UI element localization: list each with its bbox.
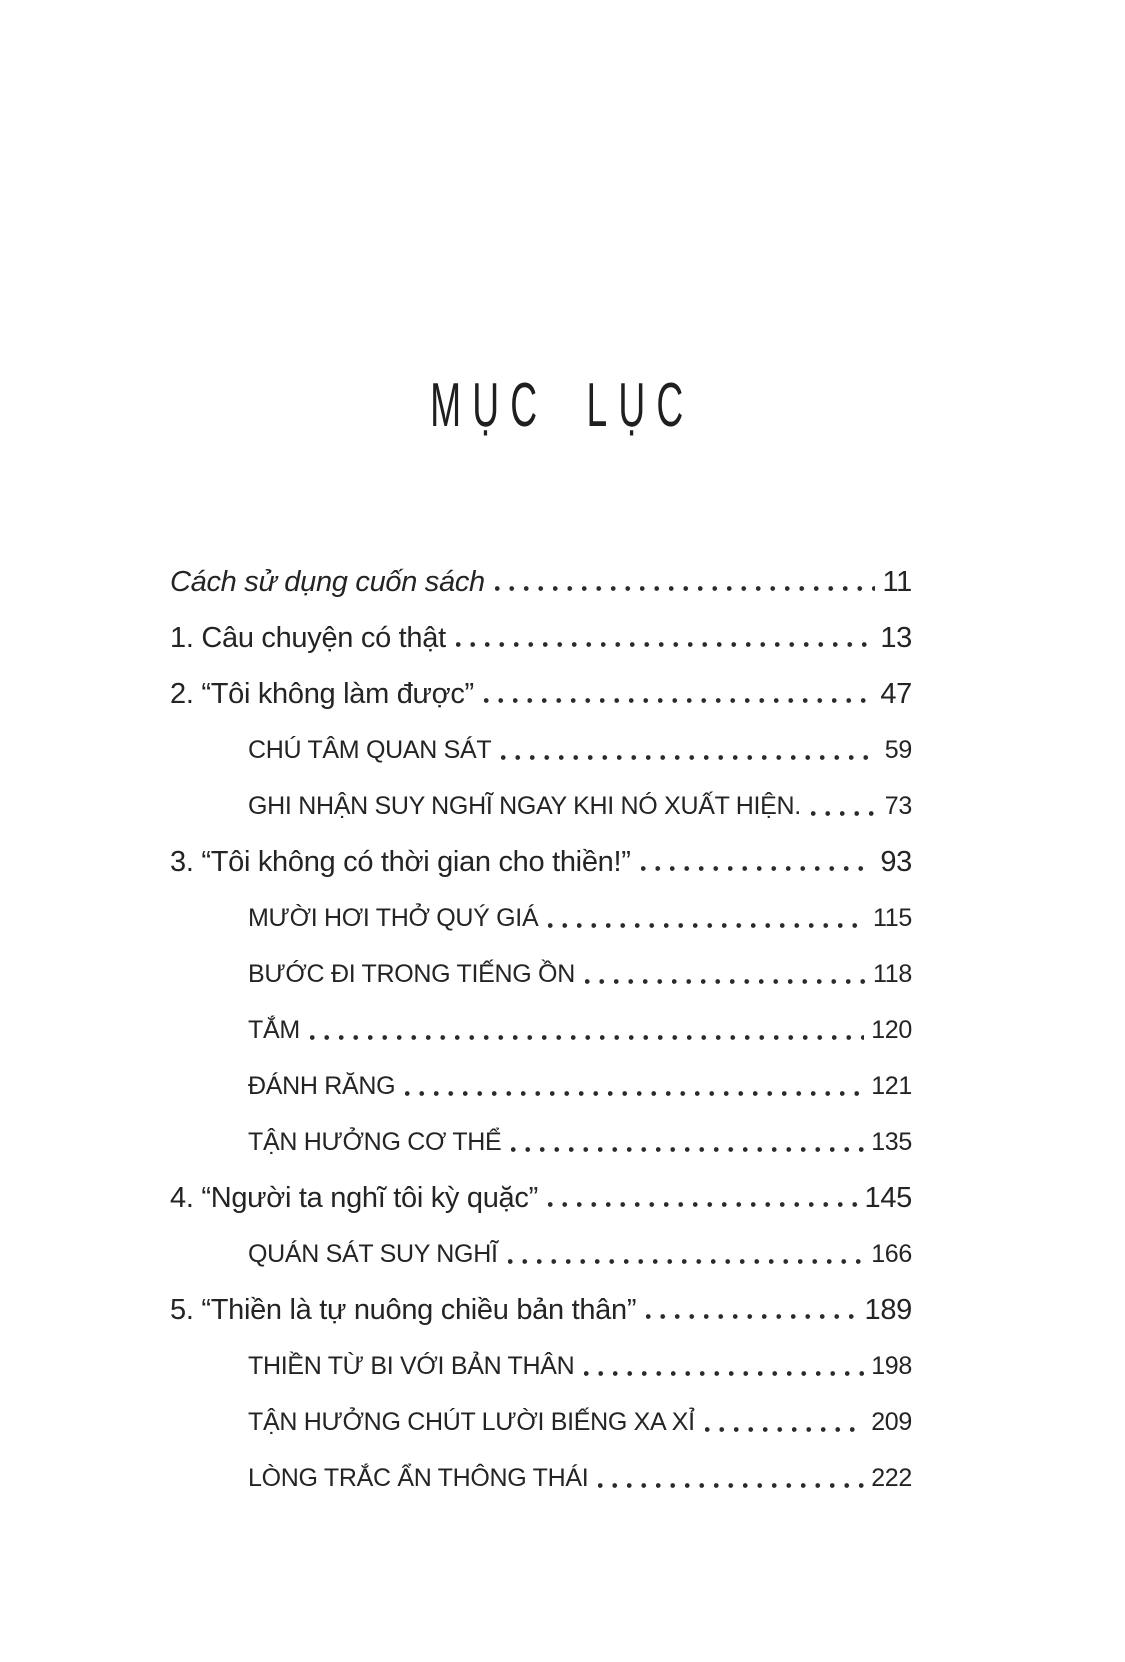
toc-entry[interactable] (170, 1404, 912, 1440)
toc-entry-label: 4. “Người ta nghĩ tôi kỳ quặc” (170, 1182, 538, 1214)
toc-entry[interactable] (170, 1068, 912, 1104)
toc-entry-page-number: 13 (880, 622, 912, 654)
toc-entry-label: THIỀN TỪ BI VỚI BẢN THÂN (248, 1352, 575, 1380)
dotted-leader (646, 1314, 857, 1319)
dotted-leader (548, 923, 866, 928)
toc-entry-label: MƯỜI HƠI THỞ QUÝ GIÁ (248, 904, 539, 932)
dotted-leader (310, 1035, 864, 1040)
toc-entry-label: 3. “Tôi không có thời gian cho thiền!” (170, 846, 631, 878)
toc-entry[interactable] (170, 620, 912, 656)
dotted-leader (456, 642, 874, 647)
toc-entry-label: QUÁN SÁT SUY NGHĨ (248, 1240, 498, 1268)
dotted-leader (585, 979, 866, 984)
page-title-text: MỤC LỤC (430, 371, 695, 440)
toc-entry-page-number: 120 (871, 1016, 912, 1044)
toc-entry-page-number: 189 (864, 1294, 912, 1326)
toc-entry[interactable] (170, 788, 912, 824)
toc-entry[interactable] (170, 900, 912, 936)
toc-entry-label: ĐÁNH RĂNG (248, 1072, 396, 1100)
toc-entry-page-number: 47 (880, 678, 912, 710)
dotted-leader (705, 1427, 864, 1432)
dotted-leader (598, 1483, 864, 1488)
dotted-leader (641, 866, 874, 871)
toc-entry[interactable] (170, 956, 912, 992)
dotted-leader (511, 1147, 864, 1152)
toc-entry-label: LÒNG TRẮC ẨN THÔNG THÁI (248, 1464, 589, 1492)
toc-entry-page-number: 135 (871, 1128, 912, 1156)
toc-entry-label: TẬN HƯỞNG CƠ THỂ (248, 1128, 502, 1156)
toc-entry-label: 5. “Thiền là tự nuông chiều bản thân” (170, 1294, 637, 1326)
toc-entry-page-number: 59 (884, 736, 912, 764)
toc-entry[interactable] (170, 1012, 912, 1048)
toc-entry-label: TẬN HƯỞNG CHÚT LƯỜI BIẾNG XA XỈ (248, 1408, 695, 1436)
dotted-leader (811, 811, 878, 816)
toc-entry-page-number: 209 (871, 1408, 912, 1436)
toc-entry-label: CHÚ TÂM QUAN SÁT (248, 736, 492, 764)
dotted-leader (584, 1371, 864, 1376)
toc-entry[interactable] (170, 1460, 912, 1496)
toc-entry-page-number: 222 (871, 1464, 912, 1492)
toc-entry[interactable] (170, 1292, 912, 1328)
dotted-leader (405, 1091, 864, 1096)
toc-entry[interactable] (170, 732, 912, 768)
toc-entry-label: 1. Câu chuyện có thật (170, 622, 446, 654)
toc-entry[interactable] (170, 676, 912, 712)
toc-entry-label: Cách sử dụng cuốn sách (170, 566, 485, 598)
dotted-leader (548, 1202, 858, 1207)
toc-entry[interactable] (170, 1236, 912, 1272)
toc-entry-page-number: 198 (871, 1352, 912, 1380)
toc-entry-page-number: 166 (871, 1240, 912, 1268)
page-title (0, 370, 1125, 441)
toc-entry-label: TẮM (248, 1016, 300, 1044)
toc-entry-page-number: 118 (873, 960, 912, 988)
toc-list (170, 564, 912, 1516)
toc-entry-page-number: 11 (882, 566, 912, 598)
dotted-leader (508, 1259, 865, 1264)
toc-entry-label: GHI NHẬN SUY NGHĨ NGAY KHI NÓ XUẤT HIỆN. (248, 792, 801, 820)
toc-entry-page-number: 93 (880, 846, 912, 878)
toc-entry-page-number: 73 (884, 792, 912, 820)
dotted-leader (495, 586, 876, 591)
toc-entry-page-number: 115 (873, 904, 912, 932)
toc-entry[interactable] (170, 1348, 912, 1384)
dotted-leader (501, 755, 877, 760)
toc-entry[interactable] (170, 564, 912, 600)
toc-entry[interactable] (170, 1124, 912, 1160)
toc-entry-page-number: 121 (871, 1072, 912, 1100)
toc-entry-page-number: 145 (864, 1182, 912, 1214)
toc-entry[interactable] (170, 844, 912, 880)
toc-entry-label: 2. “Tôi không làm được” (170, 678, 474, 710)
toc-entry[interactable] (170, 1180, 912, 1216)
toc-entry-label: BƯỚC ĐI TRONG TIẾNG ỒN (248, 960, 575, 988)
dotted-leader (484, 698, 873, 703)
